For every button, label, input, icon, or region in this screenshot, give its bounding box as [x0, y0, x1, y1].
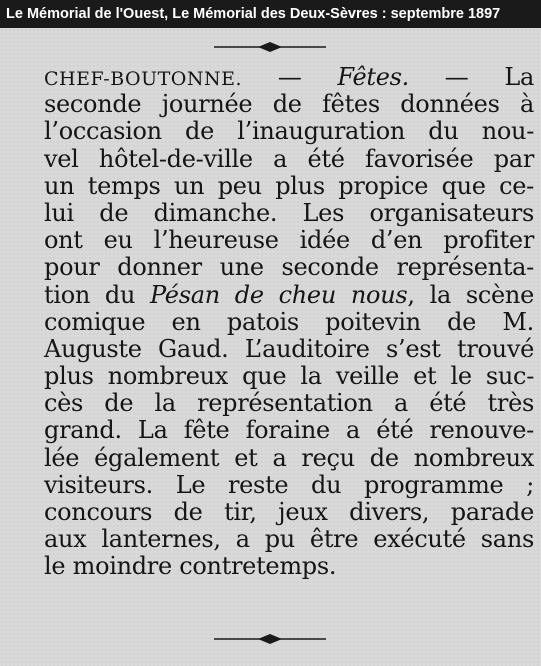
article-line: ont eu l’heureuse idée d’en profiter — [44, 226, 534, 255]
article-line: l’occasion de l’inauguration du nou- — [44, 117, 534, 146]
heading-separator: — — [242, 63, 338, 91]
article-line: comique en patois poitevin de M. — [44, 307, 534, 336]
article-line — [44, 282, 534, 309]
article-line-last: le moindre contretemps. — [44, 552, 337, 581]
top-ornament-rule — [214, 40, 326, 54]
heading-separator-2: — La — [408, 63, 534, 91]
bottom-ornament-rule — [214, 632, 326, 646]
article-line: lui de dimanche. Les organisateurs — [44, 198, 534, 227]
article-line: seconde journée de fêtes données à — [44, 90, 534, 119]
article-topic: Fêtes. — [337, 63, 409, 91]
article-heading-line — [44, 64, 534, 91]
line-text: , la scène — [407, 280, 534, 309]
article-line: visiteurs. Le reste du programme ; — [44, 470, 534, 499]
article-line: grand. La fête foraine a été renouve- — [44, 416, 534, 445]
article-line: lée également et a reçu de nombreux — [44, 443, 534, 472]
article-line: Auguste Gaud. L’auditoire s’est trouvé — [44, 334, 534, 363]
article-place: CHEF-BOUTONNE. — [44, 68, 243, 90]
article-line: un temps un peu plus propice que ce- — [44, 171, 534, 200]
article-line: vel hôtel-de-ville a été favorisée par — [44, 144, 534, 173]
article-line: plus nombreux que la veille et le suc- — [44, 362, 534, 391]
line-text: tion du — [44, 280, 151, 309]
document-title: Le Mémorial de l'Ouest, Le Mémorial des Deux-Sèvres : septembre 1897 — [0, 0, 541, 28]
article-line: pour donner une seconde représenta- — [44, 253, 534, 282]
article-line: aux lanternes, a pu être exécuté sans — [44, 525, 534, 554]
article-text — [44, 64, 534, 581]
article-line: concours de tir, jeux divers, parade — [44, 498, 534, 526]
play-title: Pésan de cheu nous — [150, 280, 408, 309]
article-line: cès de la représentation a été très — [44, 389, 534, 418]
